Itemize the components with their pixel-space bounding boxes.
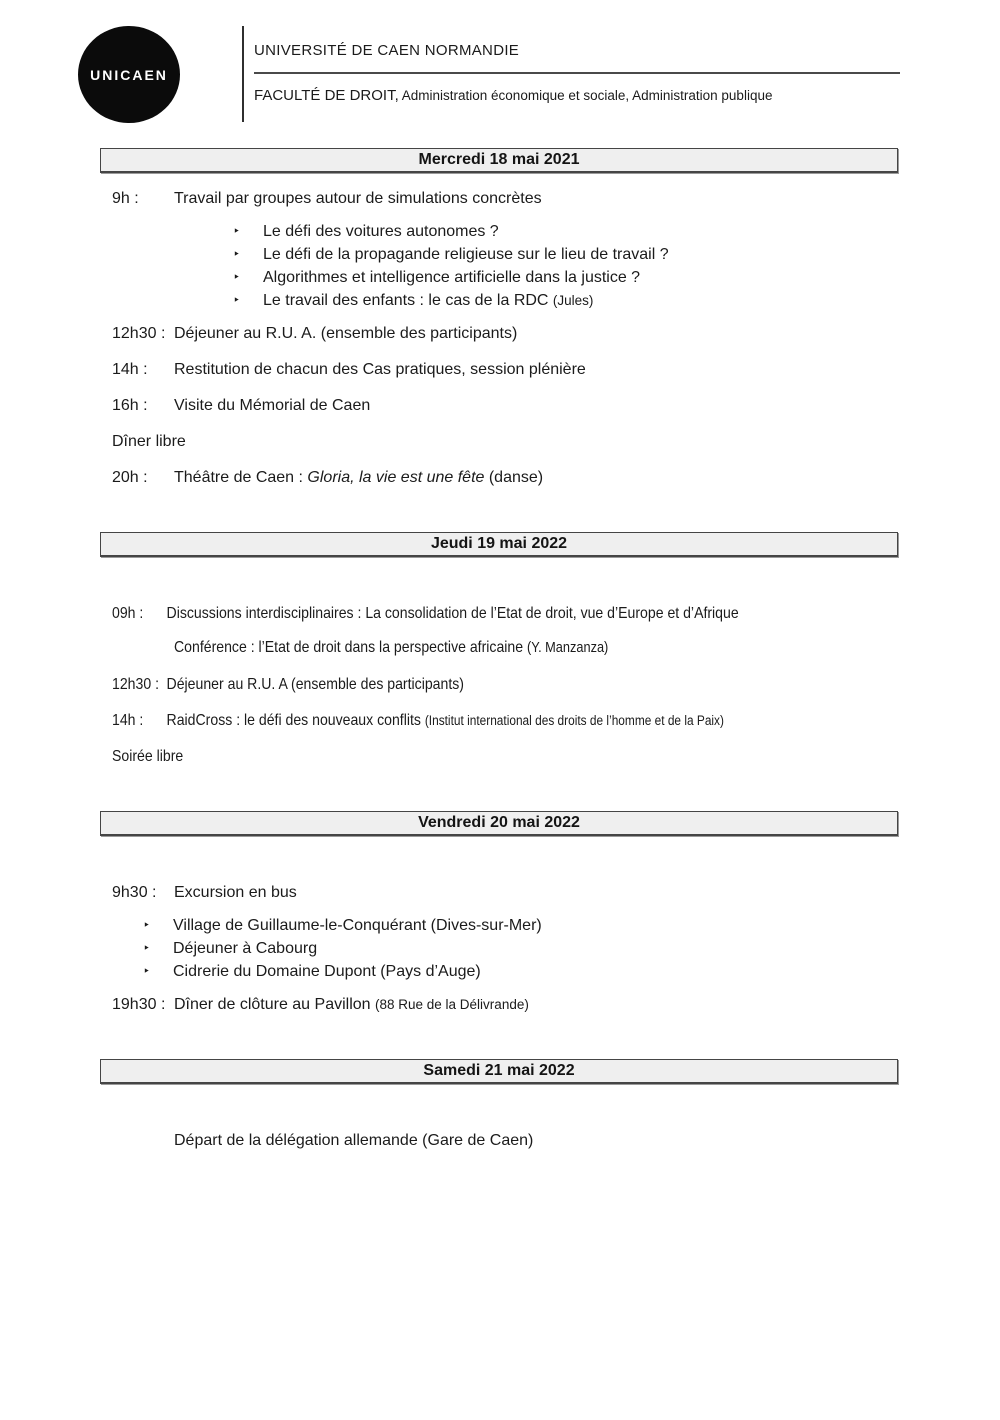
text-segment: Visite du Mémorial de Caen — [174, 397, 371, 414]
schedule-row — [112, 746, 804, 767]
schedule-row — [112, 882, 898, 903]
text-segment: Dîner libre — [112, 433, 186, 450]
text-segment: Excursion en bus — [174, 884, 297, 901]
faculty-departments: Administration économique et sociale, Administration publique — [398, 88, 773, 103]
schedule-row — [112, 674, 804, 695]
time-label: 9h30 : — [112, 884, 157, 901]
text-segment: Le défi de la propagande religieuse sur le lieu de travail ? — [263, 246, 669, 263]
schedule-row — [112, 467, 898, 488]
bullet-text — [263, 220, 499, 243]
header-text-block — [254, 26, 900, 104]
row-text — [174, 637, 608, 659]
row-text — [174, 359, 586, 380]
row-text — [174, 188, 542, 209]
text-segment: Discussions interdisciplinaires : La consolidation de l’Etat de droit, vue d’Europe et d’Afrique — [166, 605, 739, 622]
text-segment: Déjeuner au R.U. A (ensemble des participants) — [166, 676, 464, 693]
text-segment: (danse) — [484, 469, 544, 486]
text-segment: Cidrerie du Domaine Dupont (Pays d’Auge) — [173, 963, 481, 980]
bullet-list — [233, 220, 898, 312]
schedule-row — [174, 1130, 898, 1151]
bullet-icon: ‣ — [233, 224, 241, 238]
schedule-row — [112, 395, 898, 416]
text-segment: Le défi des voitures autonomes ? — [263, 223, 499, 240]
time-label: 09h : — [112, 605, 144, 622]
text-segment: Départ de la délégation allemande (Gare de Caen) — [174, 1132, 534, 1149]
bullet-item — [143, 960, 898, 983]
row-text — [174, 882, 297, 903]
bullet-item — [233, 266, 898, 289]
row-text — [174, 395, 370, 416]
time-label: 12h30 : — [112, 325, 166, 342]
row-text — [167, 603, 739, 624]
text-segment: Déjeuner au R.U. A. (ensemble des participants) — [174, 325, 518, 342]
bullet-item — [143, 914, 898, 937]
text-segment: Le travail des enfants : le cas de la RDC — [263, 292, 553, 309]
document-header — [78, 26, 900, 123]
header-vertical-divider — [242, 26, 244, 122]
text-segment: Gloria, la vie est une fête — [307, 469, 485, 486]
schedule-row — [112, 188, 898, 209]
row-text — [174, 323, 517, 344]
bullet-text — [263, 289, 593, 312]
bullet-list — [143, 914, 898, 983]
text-segment: (Institut international des droits de l’homme et de la Paix) — [424, 713, 724, 728]
section-header: Mercredi 18 mai 2021 — [100, 148, 898, 173]
bullet-icon: ‣ — [233, 270, 241, 284]
bullet-icon: ‣ — [143, 964, 151, 978]
time-label: 20h : — [112, 469, 148, 486]
faculty-name: FACULTÉ DE DROIT, — [254, 87, 399, 104]
text-segment: (Y. Manzanza) — [526, 640, 609, 656]
section-header: Vendredi 20 mai 2022 — [100, 811, 898, 836]
bullet-text — [173, 960, 481, 983]
bullet-icon: ‣ — [233, 247, 241, 261]
schedule-row — [112, 359, 898, 380]
bullet-text — [173, 914, 542, 937]
document-body — [0, 148, 1000, 1151]
bullet-icon: ‣ — [143, 941, 151, 955]
text-segment: Théâtre de Caen : — [174, 469, 308, 486]
row-text — [174, 467, 543, 488]
text-segment: RaidCross : le défi des nouveaux conflits — [166, 712, 425, 729]
schedule-row — [112, 431, 898, 452]
text-segment: Village de Guillaume-le-Conquérant (Dives-sur-Mer) — [173, 917, 542, 934]
schedule-section — [100, 811, 898, 1015]
text-segment: Conférence : l’Etat de droit dans la perspective africaine — [174, 639, 527, 656]
section-header: Samedi 21 mai 2022 — [100, 1059, 898, 1084]
time-label: 12h30 : — [112, 676, 159, 693]
text-segment: Dîner de clôture au Pavillon — [174, 996, 375, 1013]
row-text — [174, 1130, 533, 1151]
text-segment: Travail par groupes autour de simulations concrètes — [174, 190, 542, 207]
unicaen-logo — [78, 26, 180, 123]
faculty-line — [254, 87, 900, 104]
time-label: 14h : — [112, 712, 144, 729]
time-label: 14h : — [112, 361, 148, 378]
bullet-item — [233, 243, 898, 266]
row-text — [174, 994, 529, 1015]
text-segment: Soirée libre — [112, 748, 184, 765]
schedule-section — [100, 148, 898, 488]
bullet-icon: ‣ — [233, 293, 241, 307]
section-header: Jeudi 19 mai 2022 — [100, 532, 898, 557]
bullet-item — [233, 289, 898, 312]
text-segment: Restitution de chacun des Cas pratiques, session plénière — [174, 361, 586, 378]
bullet-text — [263, 243, 669, 266]
text-segment: Déjeuner à Cabourg — [173, 940, 318, 957]
schedule-row — [174, 637, 811, 659]
row-text — [167, 710, 724, 731]
bullet-text — [173, 937, 317, 960]
schedule-section — [100, 532, 898, 767]
bullet-item — [233, 220, 898, 243]
bullet-icon: ‣ — [143, 918, 151, 932]
schedule-section — [100, 1059, 898, 1151]
time-label: 9h : — [112, 190, 139, 207]
header-rule — [254, 72, 900, 74]
text-segment: Algorithmes et intelligence artificielle dans la justice ? — [263, 269, 641, 286]
time-label: 16h : — [112, 397, 148, 414]
bullet-item — [143, 937, 898, 960]
row-text — [112, 431, 186, 452]
schedule-row — [112, 710, 804, 731]
bullet-text — [263, 266, 640, 289]
schedule-row — [112, 603, 804, 624]
university-name: UNIVERSITÉ DE CAEN NORMANDIE — [254, 42, 520, 59]
unicaen-logo-text: UNICAEN — [90, 66, 168, 83]
time-label: 19h30 : — [112, 996, 166, 1013]
row-text — [167, 674, 464, 695]
row-text — [112, 746, 183, 767]
schedule-row — [112, 994, 898, 1015]
schedule-row — [112, 323, 898, 344]
text-segment: (88 Rue de la Délivrande) — [375, 997, 529, 1012]
text-segment: (Jules) — [552, 293, 594, 308]
